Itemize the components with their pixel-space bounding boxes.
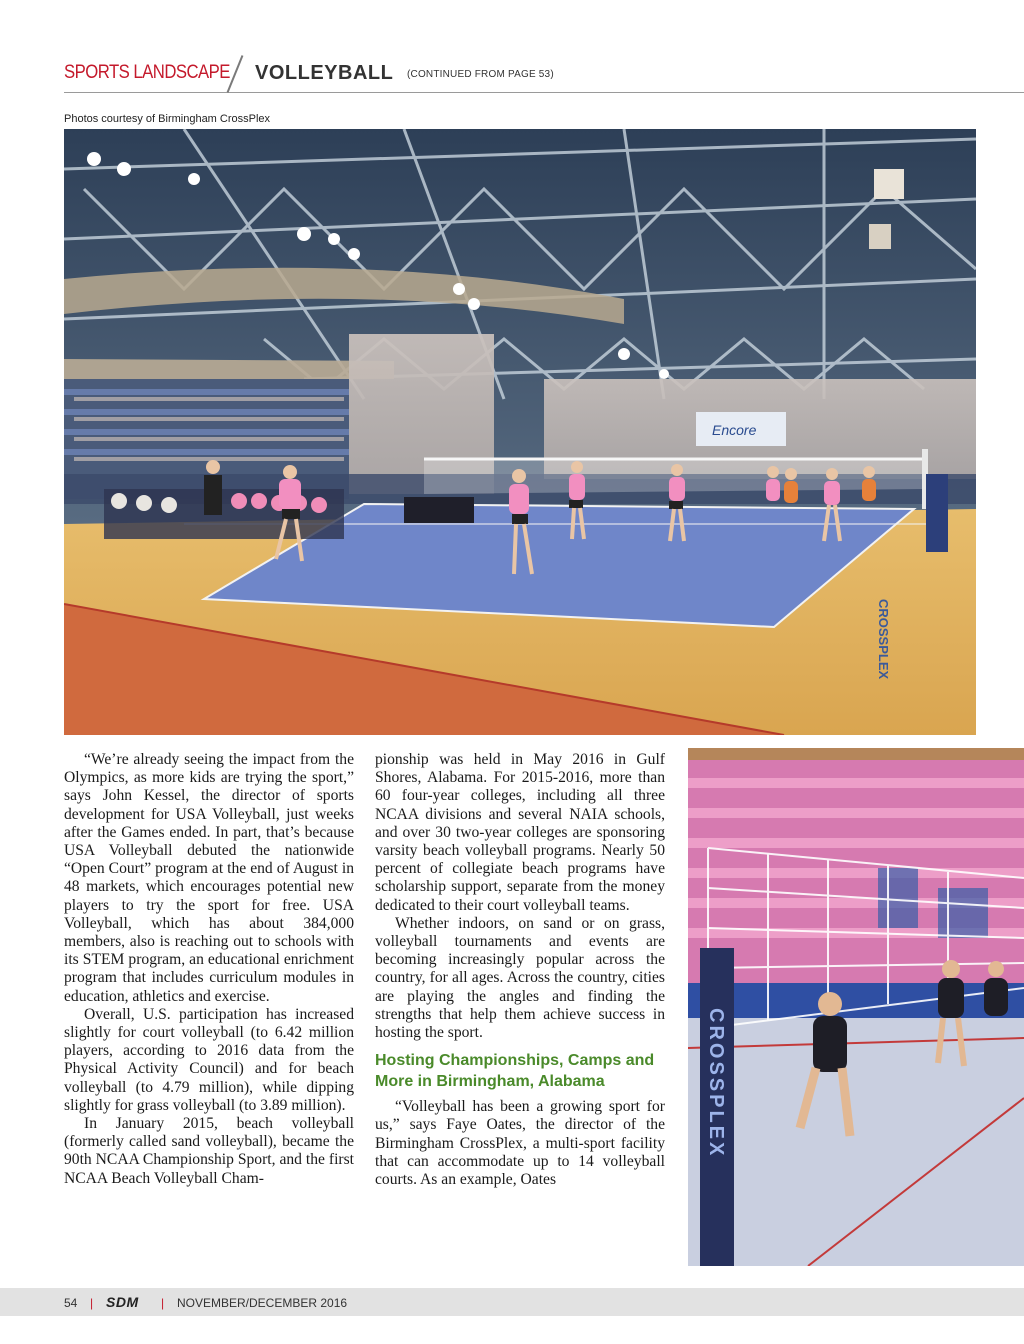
scoreboard-text: Encore: [712, 422, 757, 438]
magazine-logo: SDM: [106, 1294, 139, 1310]
section-subhead: Hosting Championships, Camps and More in Birmingham, Alabama: [375, 1052, 655, 1091]
page-footer: [0, 1288, 1024, 1316]
page-header: [64, 58, 1024, 93]
article-column-2: [375, 751, 665, 1189]
paragraph: Whether indoors, on sand or on grass, volleyball tournaments and events are becoming increasingly popular across the country, for all ages. Across the country, cities are playing the angles and finding the strengths that help them achieve success in hosting the sport.: [375, 914, 665, 1042]
volleyball-match-photo: [688, 748, 1024, 1266]
photo-credit: Photos courtesy of Birmingham CrossPlex: [64, 113, 271, 125]
indoor-volleyball-court-photo: [64, 129, 976, 735]
article-column-1: [64, 751, 354, 1188]
paragraph: Overall, U.S. participation has increased slightly for court volleyball (to 6.42 million players, according to 2016 data from the Physical Activity Council) and for beach volleyball (to 4.79 million), while dipping slightly for grass volleyball (to 3.89 million).: [64, 1005, 354, 1114]
paragraph: “We’re already seeing the impact from the Olympics, as more kids are trying the sport,” says John Kessel, the director of sports development for USA Volleyball, just weeks after the Games ended. In part, that’s because USA Volleyball debuted the nationwide “Open Court” program at the end of August in 48 markets, which encourages potential new players to try the sport for free. USA Volleyball, which has about 384,000 members, also is reaching out to schools with its STEM program, an educational enrichment program that includes curriculum modules in education, athletics and exercise.: [64, 751, 354, 1005]
paragraph: “Volleyball has been a growing sport for us,” says Faye Oates, the director of the Birmingham CrossPlex, a multi-sport facility that can accommodate up to 14 volleyball courts. As an example, Oates: [375, 1098, 665, 1189]
topic-title: VOLLEYBALL: [255, 62, 394, 84]
footer-separator: |: [161, 1296, 165, 1310]
continued-note: (CONTINUED FROM PAGE 53): [407, 69, 554, 80]
page-number: 54: [64, 1296, 78, 1310]
section-label: SPORTS LANDSCAPE: [64, 62, 230, 83]
footer-separator: |: [90, 1296, 94, 1310]
paragraph: In January 2015, beach volleyball (formerly called sand volleyball), became the 90th NCAA Championship Sport, and the first NCAA Beach Volleyball Cham-: [64, 1115, 354, 1187]
pole-padding-text: CROSSPLEX: [705, 1008, 727, 1159]
floor-logo-text: CROSSPLEX: [876, 599, 891, 680]
issue-date: NOVEMBER/DECEMBER 2016: [177, 1296, 348, 1310]
paragraph: pionship was held in May 2016 in Gulf Shores, Alabama. For 2015-2016, more than 60 four-year colleges, including all three NCAA divisions and several NAIA schools, and over 30 two-year colleges are sponsoring varsity beach volleyball programs. Nearly 50 percent of collegiate beach programs have scholarship support, separate from the money dedicated to their court volleyball teams.: [375, 751, 665, 914]
